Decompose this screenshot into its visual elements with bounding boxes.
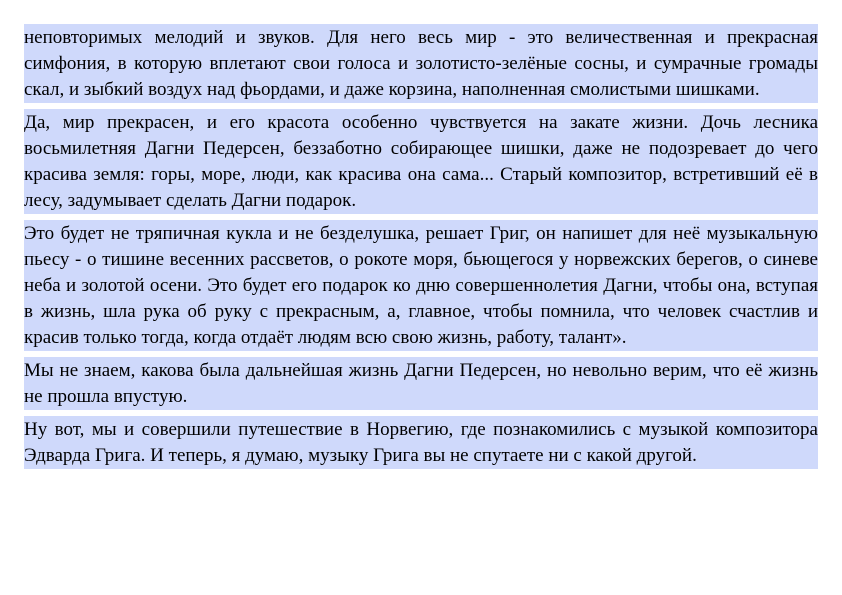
paragraph-4: Мы не знаем, какова была дальнейшая жизнь Дагни Педерсен, но невольно верим, что её жизнь не прошла впустую. (24, 357, 818, 410)
slide-text-block (24, 24, 818, 469)
paragraph-2: Да, мир прекрасен, и его красота особенно чувствуется на закате жизни. Дочь лесника восьмилетняя Дагни Педерсен, беззаботно собирающее шишки, даже не подозревает до чего красива земля: горы, море, люди, как красива она сама... Старый композитор, встретивший её в лесу, задумывает сделать Дагни подарок. (24, 109, 818, 214)
paragraph-5: Ну вот, мы и совершили путешествие в Норвегию, где познакомились с музыкой композитора Эдварда Грига. И теперь, я думаю, музыку Грига вы не спутаете ни с какой другой. (24, 416, 818, 469)
paragraph-3: Это будет не тряпичная кукла и не безделушка, решает Григ, он напишет для неё музыкальную пьесу - о тишине весенних рассветов, о рокоте моря, бьющегося у норвежских берегов, о синеве неба и золотой осени. Это будет его подарок ко дню совершеннолетия Дагни, чтобы она, вступая в жизнь, шла рука об руку с прекрасным, а, главное, чтобы помнила, что человек счастлив и красив только тогда, когда отдаёт людям всю свою жизнь, работу, талант». (24, 220, 818, 351)
paragraph-1: неповторимых мелодий и звуков. Для него весь мир - это величественная и прекрасная симфония, в которую вплетают свои голоса и золотисто-зелёные сосны, и сумрачные громады скал, и зыбкий воздух над фьордами, и даже корзина, наполненная смолистыми шишками. (24, 24, 818, 103)
